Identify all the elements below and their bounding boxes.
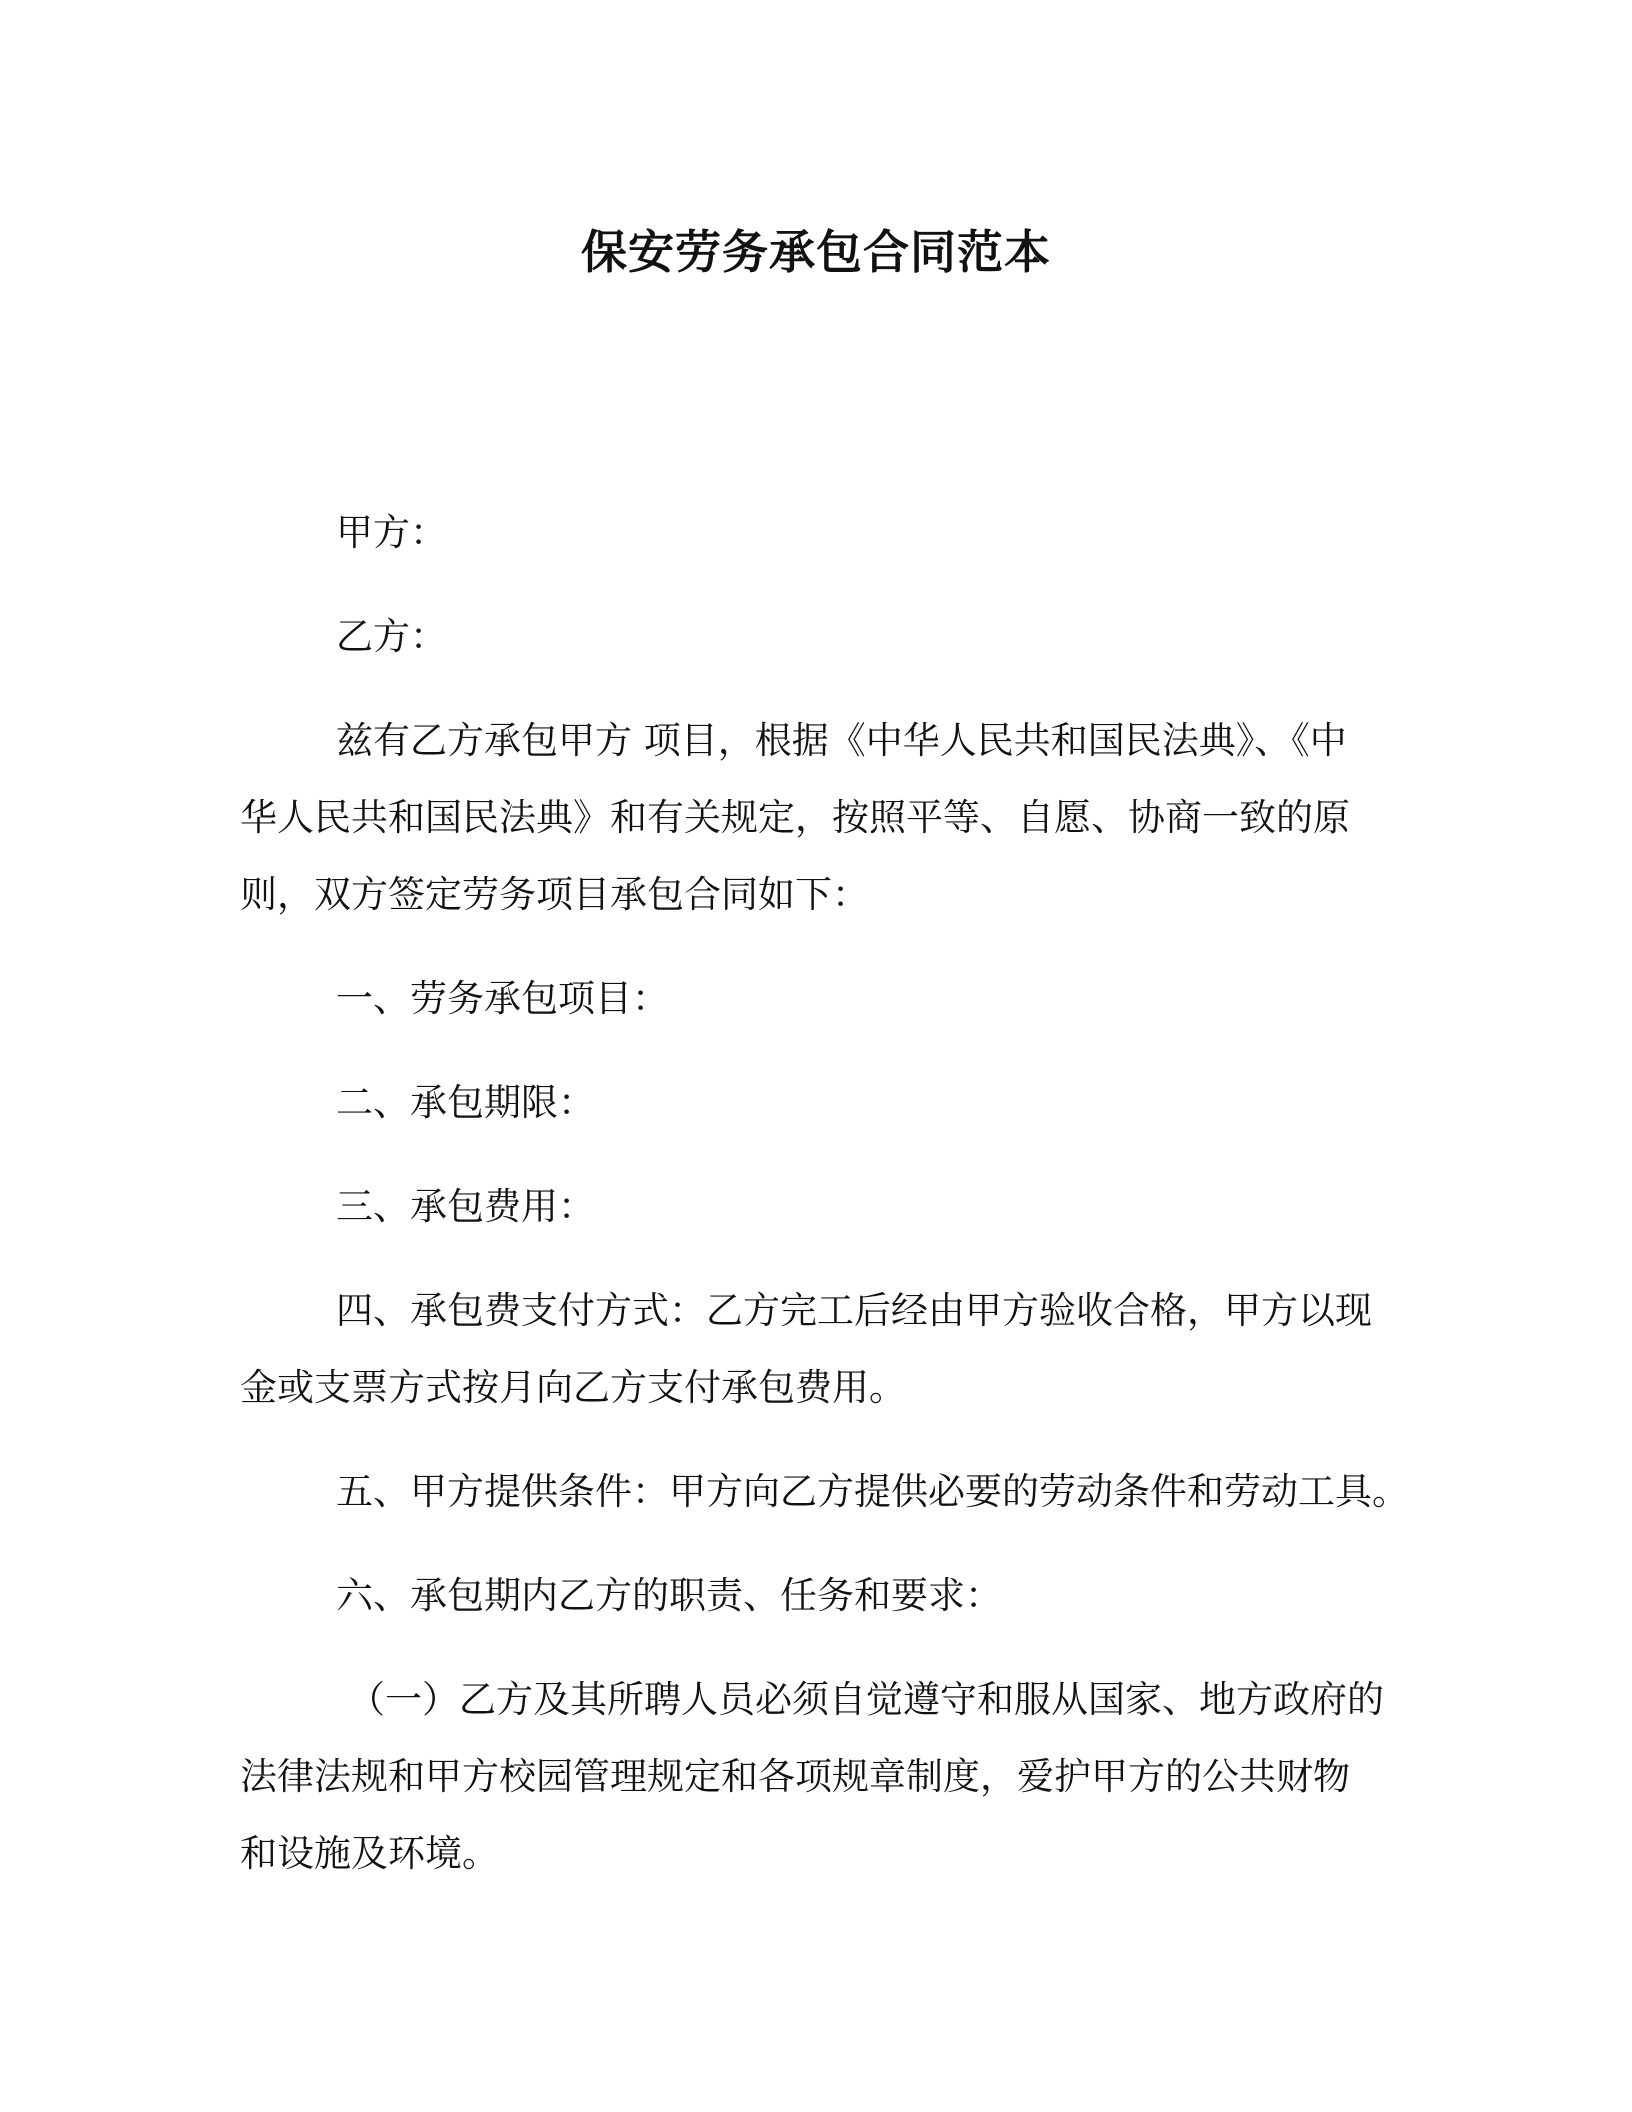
intro-line-2: 华人民共和国民法典》和有关规定，按照平等、自愿、协商一致的原 — [240, 796, 1350, 839]
clause-2: 二、承包期限： — [336, 1081, 595, 1124]
clause-6-1-line-3: 和设施及环境。 — [240, 1832, 499, 1875]
clause-6-1-line-1: （一）乙方及其所聘人员必须自觉遵守和服从国家、地方政府的 — [348, 1678, 1384, 1721]
intro-line-3: 则，双方签定劳务项目承包合同如下： — [240, 873, 869, 916]
clause-4-line-1: 四、承包费支付方式：乙方完工后经由甲方验收合格，甲方以现 — [336, 1289, 1372, 1332]
clause-3: 三、承包费用： — [336, 1185, 595, 1228]
party-a-label: 甲方： — [336, 511, 447, 554]
intro-line-1: 兹有乙方承包甲方 项目，根据《中华人民共和国民法典》、《中 — [336, 719, 1347, 762]
document-title: 保安劳务承包合同范本 — [581, 225, 1051, 279]
clause-4-line-2: 金或支票方式按月向乙方支付承包费用。 — [240, 1366, 906, 1409]
clause-5: 五、甲方提供条件：甲方向乙方提供必要的劳动条件和劳动工具。 — [336, 1470, 1409, 1513]
clause-1: 一、劳务承包项目： — [336, 977, 669, 1020]
party-b-label: 乙方： — [336, 615, 447, 658]
clause-6: 六、承包期内乙方的职责、任务和要求： — [336, 1574, 1002, 1617]
clause-6-1-line-2: 法律法规和甲方校园管理规定和各项规章制度，爱护甲方的公共财物 — [240, 1755, 1350, 1798]
